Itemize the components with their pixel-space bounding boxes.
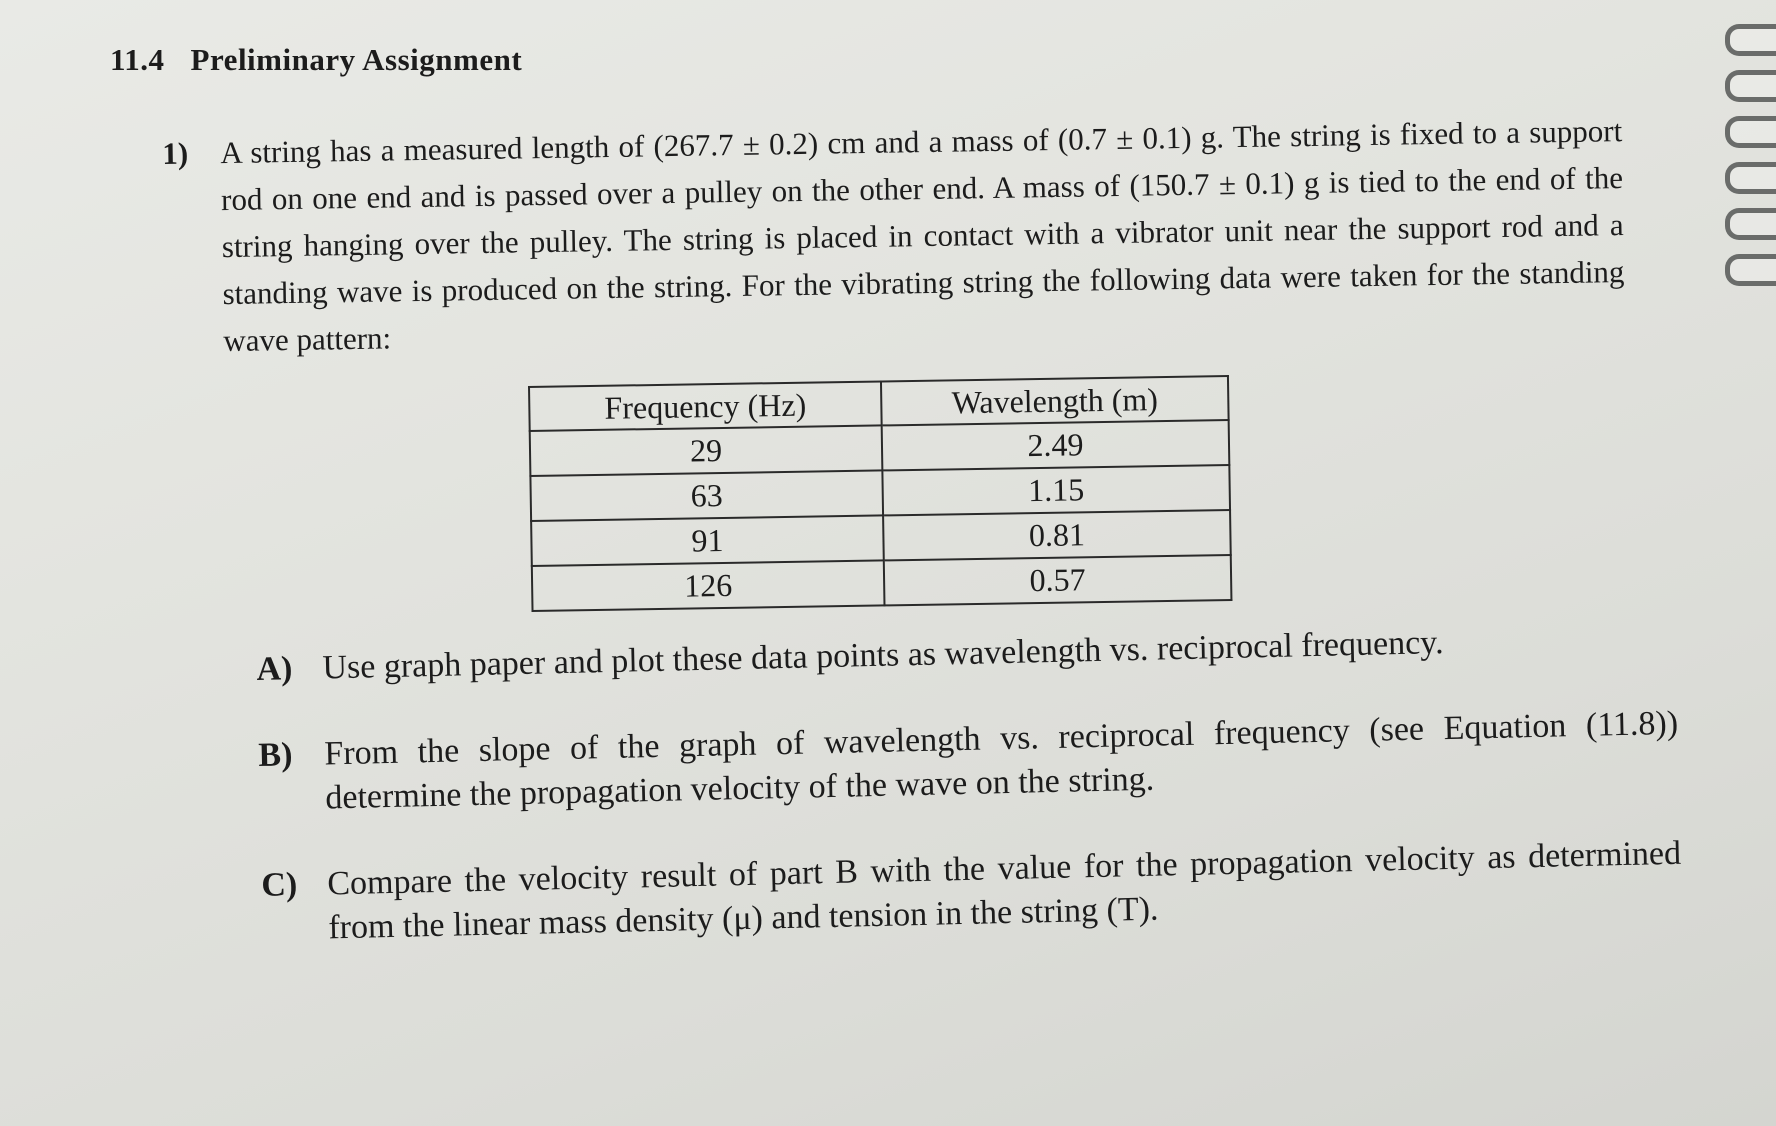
table-row — [532, 555, 1232, 611]
section-number: 11.4 — [110, 42, 165, 77]
binder-ring-icon — [1725, 254, 1776, 286]
binder-ring-icon — [1725, 70, 1776, 102]
binder-rings — [1716, 10, 1776, 310]
wavelength-cell: 0.81 — [883, 510, 1231, 560]
binder-ring-icon — [1725, 208, 1776, 240]
wavelength-cell: 0.57 — [884, 555, 1232, 605]
frequency-cell: 91 — [531, 515, 884, 566]
column-header-frequency: Frequency (Hz) — [529, 381, 882, 431]
part-text: Use graph paper and plot these data points as wavelength vs. reciprocal frequency. — [322, 624, 1444, 687]
wavelength-cell: 1.15 — [882, 465, 1230, 515]
column-header-wavelength: Wavelength (m) — [881, 376, 1229, 425]
problem-1 — [162, 107, 1626, 365]
part-b — [258, 702, 1680, 822]
frequency-cell: 126 — [532, 560, 885, 611]
binder-ring-icon — [1725, 116, 1776, 148]
binder-ring-icon — [1725, 162, 1776, 194]
problem-text: A string has a measured length of (267.7 ± 0.2) cm and a mass of (0.7 ± 0.1) g. The string is fixed to a support rod on one end and is passed over a pulley on the other end. A mass of (150.7 ± 0.1) g is tied to the end of the string hanging over the pulley. The string is placed in contact with a vibrator unit near the support rod and a standing wave is produced on the string. For the vibrating string the following data were taken for the standing wave pattern: — [220, 113, 1625, 359]
part-label: B) — [258, 736, 293, 774]
part-label: C) — [260, 866, 298, 904]
section-heading — [110, 42, 522, 78]
frequency-cell: 63 — [530, 470, 883, 521]
part-c — [261, 832, 1683, 952]
part-text: From the slope of the graph of wavelength vs. reciprocal frequency (see Equation (11.8)) determine the propagation velocity of the wave on the string. — [324, 704, 1679, 817]
frequency-cell: 29 — [530, 425, 883, 476]
part-label: A) — [256, 650, 293, 688]
section-title: Preliminary Assignment — [190, 42, 523, 77]
data-table — [528, 375, 1232, 612]
part-text: Compare the velocity result of part B with the value for the propagation velocity as determined from the linear mass density (μ) and tension in the string (T). — [326, 834, 1682, 947]
problem-parts — [256, 616, 1683, 994]
problem-number: 1) — [162, 135, 189, 171]
binder-ring-icon — [1725, 24, 1776, 56]
wavelength-cell: 2.49 — [882, 420, 1230, 470]
part-a — [256, 616, 1677, 692]
